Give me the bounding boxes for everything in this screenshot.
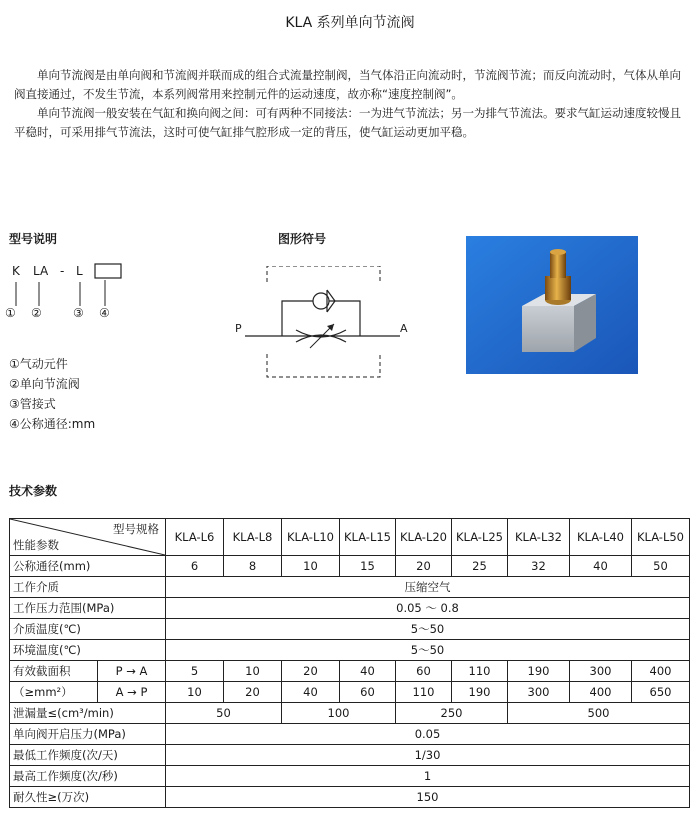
spec-value: 8 [224, 556, 282, 577]
spec-model: KLA-L25 [452, 519, 508, 556]
spec-model: KLA-L20 [396, 519, 452, 556]
model-desc-2: ②单向节流阀 [9, 377, 80, 391]
model-num-2: ② [31, 306, 42, 320]
spec-section-title: 技术参数 [9, 484, 58, 498]
spec-model: KLA-L40 [570, 519, 632, 556]
model-code-k: K [12, 264, 20, 278]
model-description [9, 354, 95, 434]
spec-label-medium-temp: 介质温度(℃) [10, 619, 166, 640]
spec-value: 40 [570, 556, 632, 577]
spec-model: KLA-L50 [632, 519, 690, 556]
spec-header-row [10, 519, 690, 556]
spec-value: 50 [166, 703, 282, 724]
spec-value: 10 [282, 556, 340, 577]
symbol-enclosure-top [267, 266, 380, 282]
spec-value: 15 [340, 556, 396, 577]
spec-label-medium: 工作介质 [10, 577, 166, 598]
brass-nut [545, 276, 571, 300]
spec-row-life [10, 787, 690, 808]
spec-value: 32 [508, 556, 570, 577]
spec-value: 5 [166, 661, 224, 682]
spec-row-area-pa [10, 661, 690, 682]
spec-model: KLA-L6 [166, 519, 224, 556]
model-num-4: ④ [99, 306, 110, 320]
spec-label-ambient-temp: 环境温度(℃) [10, 640, 166, 661]
spec-value: 10 [166, 682, 224, 703]
model-num-3: ③ [73, 306, 84, 320]
brass-stem [550, 252, 566, 278]
spec-label-crack: 单向阀开启压力(MPa) [10, 724, 166, 745]
model-num-1: ① [5, 306, 16, 320]
spec-value: 6 [166, 556, 224, 577]
model-code-dash: - [60, 264, 65, 278]
spec-value: 60 [340, 682, 396, 703]
spec-label-area: 有效截面积 [10, 661, 98, 682]
spec-value: 20 [224, 682, 282, 703]
intro-paragraph-1: 单向节流阀是由单向阀和节流阀并联而成的组合式流量控制阀，当气体沿正向流动时，节流阀节流；而反向流动时，气体从单向阀直接通过，不发生节流，本系列阀常用来控制元件的运动速度，故亦称“速度控制阀”。 [14, 68, 681, 101]
spec-value-min-freq: 1/30 [166, 745, 690, 766]
spec-value: 40 [282, 682, 340, 703]
spec-corner-cell [10, 519, 166, 556]
spec-value: 190 [452, 682, 508, 703]
spec-row-ambient-temp [10, 640, 690, 661]
spec-header-model: 型号规格 [113, 522, 159, 536]
spec-label-area-unit: （≥mm²） [10, 682, 98, 703]
model-code-la: LA [33, 264, 49, 278]
spec-row-area-ap [10, 682, 690, 703]
spec-value: 110 [396, 682, 452, 703]
spec-value-medium: 压缩空气 [166, 577, 690, 598]
symbol-port-a: A [400, 322, 408, 335]
spec-value-medium-temp: 5～50 [166, 619, 690, 640]
spec-value-life: 150 [166, 787, 690, 808]
spec-label-min-freq: 最低工作频度(次/天) [10, 745, 166, 766]
spec-value-pressure: 0.05 ～ 0.8 [166, 598, 690, 619]
spec-value: 40 [340, 661, 396, 682]
model-code-leaders [0, 260, 130, 310]
brass-cap [550, 249, 566, 255]
spec-header-param: 性能参数 [13, 538, 59, 552]
spec-value: 500 [508, 703, 690, 724]
spec-row-medium-temp [10, 619, 690, 640]
spec-label-max-freq: 最高工作频度(次/秒) [10, 766, 166, 787]
spec-model: KLA-L32 [508, 519, 570, 556]
spec-label-life: 耐久性≥(万次) [10, 787, 166, 808]
symbol-section-title: 图形符号 [278, 232, 327, 246]
spec-label-pressure: 工作压力范围(MPa) [10, 598, 166, 619]
spec-value: 110 [452, 661, 508, 682]
spec-value-max-freq: 1 [166, 766, 690, 787]
spec-value: 250 [396, 703, 508, 724]
spec-row-leak [10, 703, 690, 724]
spec-value: 10 [224, 661, 282, 682]
spec-value: 25 [452, 556, 508, 577]
spec-label-leak: 泄漏量≤(cm³/min) [10, 703, 166, 724]
check-throttle-valve-symbol [230, 266, 410, 386]
model-desc-4: ④公称通径:mm [9, 417, 96, 431]
model-desc-1: ①气动元件 [9, 357, 68, 371]
body-front-face [522, 306, 574, 352]
spec-value: 300 [508, 682, 570, 703]
intro-paragraph-2: 单向节流阀一般安装在气缸和换向阀之间：可有两种不同接法：一为进气节流法；另一为排气节流法。要求气缸运动速度较慢且平稳时，可采用排气节流法，这时可使气缸排气腔形成一定的背压，使气缸运动更加平稳。 [14, 106, 681, 139]
spec-value: 190 [508, 661, 570, 682]
spec-value: 650 [632, 682, 690, 703]
spec-value-ambient-temp: 5～50 [166, 640, 690, 661]
spec-label-ap: A → P [98, 682, 166, 703]
spec-row-dn [10, 556, 690, 577]
model-desc-3: ③管接式 [9, 397, 56, 411]
spec-value: 60 [396, 661, 452, 682]
spec-row-pressure [10, 598, 690, 619]
spec-value-crack: 0.05 [166, 724, 690, 745]
model-code-l: L [76, 264, 83, 278]
product-photo [466, 236, 638, 374]
intro-text [14, 66, 684, 142]
spec-value: 100 [282, 703, 396, 724]
spec-value: 400 [570, 682, 632, 703]
spec-row-min-freq [10, 745, 690, 766]
spec-row-max-freq [10, 766, 690, 787]
spec-value: 400 [632, 661, 690, 682]
spec-model: KLA-L10 [282, 519, 340, 556]
spec-row-crack [10, 724, 690, 745]
spec-value: 20 [282, 661, 340, 682]
spec-value: 50 [632, 556, 690, 577]
page-title: KLA 系列单向节流阀 [285, 15, 415, 31]
spec-value: 300 [570, 661, 632, 682]
symbol-port-p: P [235, 322, 242, 335]
spec-model: KLA-L15 [340, 519, 396, 556]
model-section-title: 型号说明 [9, 232, 58, 246]
spec-value: 20 [396, 556, 452, 577]
spec-label-dn: 公称通径(mm) [10, 556, 166, 577]
spec-table [9, 518, 690, 808]
symbol-enclosure-bottom [267, 354, 380, 377]
spec-label-pa: P → A [98, 661, 166, 682]
spec-row-medium [10, 577, 690, 598]
model-code-box [95, 264, 121, 278]
spec-model: KLA-L8 [224, 519, 282, 556]
